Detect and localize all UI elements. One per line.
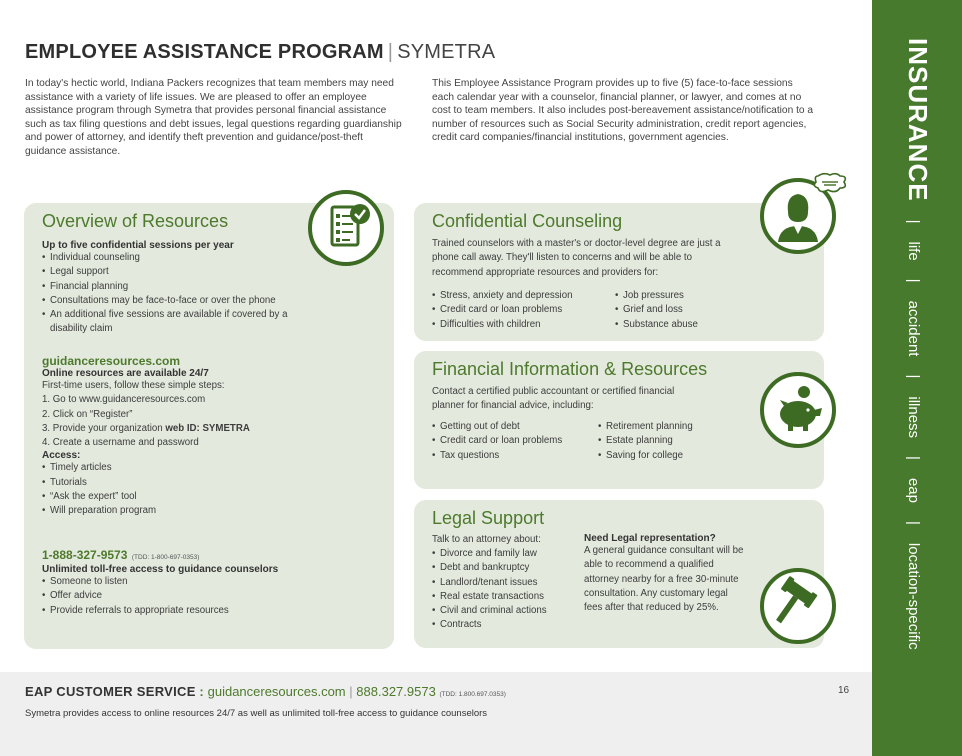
steps-intro: First-time users, follow these simple steps:: [42, 380, 225, 391]
sidebar-separator: |: [905, 456, 922, 460]
step-3-text: 3. Provide your organization: [42, 422, 166, 434]
list-item: 4. Create a username and password: [42, 437, 199, 449]
footer-separator: |: [349, 684, 353, 699]
list-item: • Grief and loss: [615, 303, 725, 317]
website-link[interactable]: guidanceresources.com: [42, 354, 181, 368]
list-item: • Timely articles: [42, 461, 382, 475]
legal-intro: Talk to an attorney about:: [432, 534, 541, 545]
list-item: • Tax questions: [432, 449, 602, 463]
list-item: • Real estate transactions: [432, 590, 592, 604]
gavel-icon: [760, 568, 836, 644]
tollfree-list: [42, 575, 382, 618]
list-item: • Individual counseling: [42, 251, 342, 265]
financial-list-2: [598, 420, 718, 463]
sidebar-separator: |: [905, 374, 922, 379]
web-id: web ID: SYMETRA: [165, 422, 250, 434]
list-item: • Difficulties with children: [432, 318, 612, 332]
list-item: • Civil and criminal actions: [432, 604, 592, 618]
title-separator: |: [387, 41, 394, 63]
checklist-icon: [308, 190, 384, 266]
footer: [0, 672, 872, 756]
confidential-title: Confidential Counseling: [432, 211, 623, 231]
access-heading: Access:: [42, 450, 81, 462]
legal-rep-text: A general guidance consultant will be able to recommend a qualified attorney nearby for a free 30-minute consultation. Any customary legal fees after that reduced by 25%.: [584, 545, 744, 614]
sidebar-separator: |: [905, 278, 922, 283]
footer-phone[interactable]: 888.327.9573: [356, 684, 436, 699]
footer-tdd: (TDD: 1.800.697.0353): [439, 691, 506, 698]
financial-title: Financial Information & Resources: [432, 359, 708, 379]
list-item: • Substance abuse: [615, 318, 725, 332]
list-item: • Stress, anxiety and depression: [432, 289, 612, 303]
sidebar-item-accident[interactable]: accident: [905, 300, 922, 357]
sessions-list: [42, 251, 342, 337]
phone-tdd: (TDD: 1-800-697-0353): [131, 554, 200, 561]
insurance-sidebar: [872, 0, 962, 756]
overview-title: Overview of Resources: [42, 211, 229, 231]
overview-card: [24, 203, 394, 649]
list-item: • Credit card or loan problems: [432, 434, 602, 448]
list-item: • “Ask the expert” tool: [42, 490, 382, 504]
list-item: • Legal support: [42, 265, 342, 279]
list-item: • Divorce and family law: [432, 547, 592, 561]
legal-rep-heading: Need Legal representation?: [584, 533, 716, 544]
legal-title: Legal Support: [432, 508, 545, 528]
sidebar-separator: |: [905, 520, 922, 525]
sidebar-main: INSURANCE: [903, 38, 933, 202]
list-item: • Job pressures: [615, 289, 725, 303]
list-item: • Debt and bankruptcy: [432, 561, 592, 575]
footer-note: Symetra provides access to online resources 24/7 as well as unlimited toll-free access to guidance counselors: [25, 708, 488, 719]
legal-card: [414, 500, 824, 648]
list-item: • Landlord/tenant issues: [432, 576, 592, 590]
sidebar-item-life[interactable]: life: [905, 241, 922, 261]
sessions-heading: Up to five confidential sessions per year: [42, 240, 234, 251]
financial-text: Contact a certified public accountant or certified financial planner for financial advice, including:: [432, 386, 675, 412]
phone-line: [42, 546, 382, 564]
intro-left: In today's hectic world, Indiana Packers recognizes that team members may need assistance with a variety of life issues. We are pleased to offer an employee assistance program through Symetra that provides personal financial assistance such as tax filing questions and debt issues, legal questions regarding guardianship and power of attorney, and identify theft prevention and guidance/post-theft guidance assistance.: [25, 78, 402, 157]
piggy-bank-icon: [760, 372, 836, 448]
list-item: • Contracts: [432, 618, 592, 632]
tollfree-heading: Unlimited toll-free access to guidance counselors: [42, 564, 279, 575]
access-list: [42, 461, 382, 518]
list-item: • Will preparation program: [42, 504, 382, 518]
list-item: • Getting out of debt: [432, 420, 602, 434]
sidebar-item-illness[interactable]: illness: [905, 396, 922, 439]
sidebar-text: [902, 38, 933, 678]
steps-list: [42, 393, 382, 450]
list-item: • Consultations may be face-to-face or over the phone: [42, 294, 342, 308]
speech-bubble-icon: [812, 172, 850, 205]
confidential-text: Trained counselors with a master's or doctor-level degree are just a phone call away. They'll listen to concerns and will be able to recommend appropriate resources and providers for:: [432, 238, 721, 278]
sidebar-separator: |: [905, 219, 922, 224]
list-item: [42, 422, 382, 436]
footer-label: EAP CUSTOMER SERVICE: [25, 684, 196, 699]
footer-colon: :: [199, 684, 204, 699]
list-item: • Saving for college: [598, 449, 718, 463]
list-item: • Retirement planning: [598, 420, 718, 434]
list-item: • Credit card or loan problems: [432, 303, 612, 317]
sidebar-item-eap[interactable]: eap: [905, 477, 922, 503]
list-item: • Someone to listen: [42, 575, 382, 589]
list-item: • Estate planning: [598, 434, 718, 448]
sidebar-item-location-specific[interactable]: location-specific: [905, 542, 922, 650]
title-main: EMPLOYEE ASSISTANCE PROGRAM: [25, 41, 384, 63]
intro-right: This Employee Assistance Program provides up to five (5) face-to-face sessions each calendar year with a counselor, financial planner, or lawyer, and comes at no cost to team members. It also includes post-bereavement assistance/notification to a number of resources such as Social Security administration, credit report agencies, credit card companies/financial institutions, government agencies.: [432, 78, 814, 144]
page-title: [25, 41, 495, 64]
list-item: • An additional five sessions are available if covered by a disability claim: [42, 308, 322, 337]
confidential-list-2: [615, 289, 725, 332]
list-item: • Tutorials: [42, 476, 382, 490]
phone-number[interactable]: 1-888-327-9573: [42, 548, 128, 562]
financial-list-1: [432, 420, 602, 463]
list-item: • Financial planning: [42, 280, 342, 294]
online-heading: Online resources are available 24/7: [42, 368, 209, 379]
footer-contact-line: [25, 684, 506, 699]
footer-website[interactable]: guidanceresources.com: [207, 684, 346, 699]
page-number: 16: [838, 685, 850, 696]
title-sub: SYMETRA: [397, 41, 496, 63]
list-item: • Provide referrals to appropriate resources: [42, 604, 382, 618]
legal-list: [432, 547, 592, 633]
confidential-list-1: [432, 289, 612, 332]
list-item: • Offer advice: [42, 589, 382, 603]
list-item: 1. Go to www.guidanceresources.com: [42, 394, 206, 406]
list-item: 2. Click on “Register”: [42, 408, 133, 420]
